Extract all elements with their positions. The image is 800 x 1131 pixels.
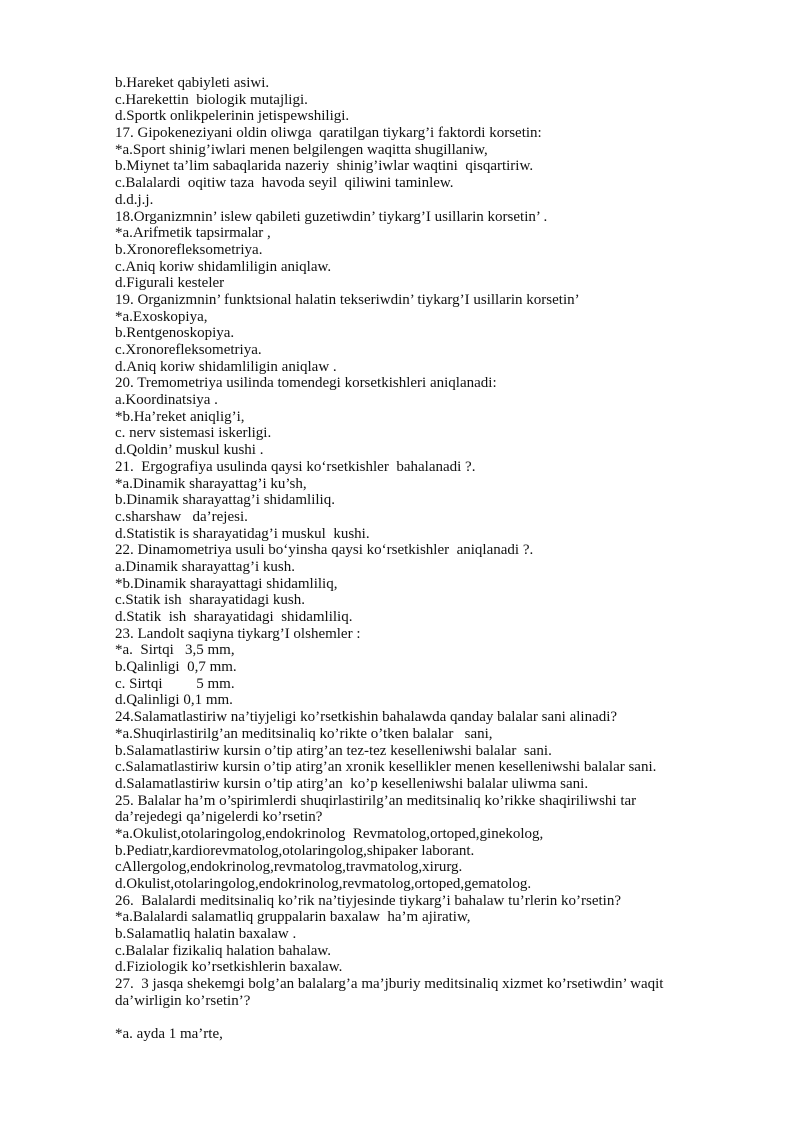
text-line: *a.Arifmetik tapsirmalar ,	[115, 225, 271, 242]
text-line: b.Qalinligi 0,7 mm.	[115, 659, 237, 676]
text-line: c.Xronorefleksometriya.	[115, 342, 262, 358]
text-line: 26. Balalardi meditsinaliq ko’rik na’tiyjesinde tiykarg’i bahalaw tu’rlerin ko’rsetin?	[115, 892, 621, 909]
text-line: 20. Tremometriya usilinda tomendegi korsetkishleri aniqlanadi:	[115, 375, 497, 392]
text-line: b.Dinamik sharayattag’i shidamliliq.	[115, 492, 335, 509]
text-line: c. nerv sistemasi iskerligi.	[115, 425, 272, 442]
text-line: d.Aniq koriw shidamliligin aniqlaw .	[115, 358, 337, 375]
blank-line	[115, 1010, 755, 1027]
text-line: c.Statik ish sharayatidagi kush.	[115, 592, 305, 609]
text-line: 24.Salamatlastiriw na’tiyjeligi ko’rsetkishin bahalawda qanday balalar sani alinadi?	[115, 709, 618, 726]
text-line: cAllergolog,endokrinolog,revmatolog,travmatolog,xirurg.	[115, 859, 463, 876]
text-line: d.Figurali kesteler	[115, 275, 225, 292]
text-line: b.Salamatliq halatin baxalaw .	[115, 926, 297, 943]
text-line: d.Qalinligi 0,1 mm.	[115, 692, 233, 709]
text-line: c.Balalardi oqitiw taza havoda seyil qiliwini taminlew.	[115, 175, 454, 192]
text-line: 27. 3 jasqa shekemgi bolg’an balalarg’a ma’jburiy meditsinaliq xizmet ko’rsetiwdin’ waqit	[115, 976, 664, 993]
text-line: d.Qoldin’ muskul kushi .	[115, 442, 264, 459]
text-line: *a.Dinamik sharayattag’i ku’sh,	[115, 475, 307, 492]
text-line: d.Fiziologik ko’rsetkishlerin baxalaw.	[115, 959, 343, 976]
text-line: c.Balalar fizikaliq halation bahalaw.	[115, 942, 332, 959]
text-line: *b.Dinamik sharayattagi shidamliliq,	[115, 575, 338, 592]
text-line: 25. Balalar ha’m o’spirimlerdi shuqirlastirilg’an meditsinaliq ko’rikke shaqiriliwshi tar	[115, 792, 637, 809]
text-line: 21. Ergografiya usulinda qaysi ko‘rsetkishler bahalanadi ?.	[115, 458, 476, 475]
text-line: a.Koordinatsiya .	[115, 392, 218, 409]
text-line: 22. Dinamometriya usuli bo‘yinsha qaysi ko‘rsetkishler aniqlanadi ?.	[115, 542, 534, 559]
text-line: d.Statik ish sharayatidagi shidamliliq.	[115, 609, 353, 625]
text-line: *a.Sport shinig’iwlari menen belgilengen waqitta shugillaniw,	[115, 141, 488, 158]
text-line: b.Rentgenoskopiya.	[115, 325, 235, 342]
text-line: d.Statistik is sharayatidag’i muskul kushi.	[115, 525, 370, 542]
text-line: 19. Organizmnin’ funktsional halatin tekseriwdin’ tiykarg’I usillarin korsetin’	[115, 291, 580, 308]
text-line: da’rejedegi qa’nigelerdi ko’rsetin?	[115, 809, 323, 826]
text-line: *a.Okulist,otolaringolog,endokrinolog Revmatolog,ortoped,ginekolog,	[115, 825, 544, 842]
text-line: 23. Landolt saqiyna tiykarg’I olshemler :	[115, 625, 361, 642]
text-line: *b.Ha’reket aniqlig’i,	[115, 408, 245, 425]
text-line: da’wirligin ko’rsetin’?	[115, 992, 251, 1009]
text-line: b.Hareket qabiyleti asiwi.	[115, 75, 270, 91]
text-line: c.Harekettin biologik mutajligi.	[115, 91, 308, 108]
text-line: c.Salamatlastiriw kursin o’tip atirg’an xronik kesellikler menen keselleniwshi balalar sani.	[115, 759, 657, 776]
text-line: c.Aniq koriw shidamliligin aniqlaw.	[115, 258, 332, 275]
text-line: *a.Exoskopiya,	[115, 308, 208, 325]
document-text	[115, 75, 755, 1043]
text-line: *a.Shuqirlastirilg’an meditsinaliq ko’rikte o’tken balalar sani,	[115, 725, 493, 742]
text-line: c.sharshaw da’rejesi.	[115, 508, 248, 525]
text-line: b.Miynet ta’lim sabaqlarida nazeriy shinig’iwlar waqtini qisqartiriw.	[115, 158, 534, 175]
text-line: 18.Organizmnin’ islew qabileti guzetiwdin’ tiykarg’I usillarin korsetin’ .	[115, 208, 548, 225]
text-line: 17. Gipokeneziyani oldin oliwga qaratilgan tiykarg’i faktordi korsetin:	[115, 125, 542, 142]
text-line: *a.Balalardi salamatliq gruppalarin baxalaw ha’m ajiratiw,	[115, 909, 471, 926]
text-line: a.Dinamik sharayattag’i kush.	[115, 558, 295, 575]
text-line: d.Okulist,otolaringolog,endokrinolog,revmatolog,ortoped,gematolog.	[115, 876, 532, 892]
text-line: d.Sportk onlikpelerinin jetispewshiligi.	[115, 108, 350, 125]
text-line: *a. Sirtqi 3,5 mm,	[115, 642, 235, 659]
text-line: d.Salamatlastiriw kursin o’tip atirg’an ko’p keselleniwshi balalar uliwma sani.	[115, 775, 589, 792]
text-line: d.d.j.j.	[115, 191, 154, 208]
text-line: *a. ayda 1 ma’rte,	[115, 1026, 223, 1043]
text-line: b.Xronorefleksometriya.	[115, 241, 263, 258]
text-line: b.Salamatlastiriw kursin o’tip atirg’an tez-tez keselleniwshi balalar sani.	[115, 742, 552, 759]
text-line: b.Pediatr,kardiorevmatolog,otolaringolog,shipaker laborant.	[115, 842, 475, 859]
text-line: c. Sirtqi 5 mm.	[115, 675, 235, 692]
